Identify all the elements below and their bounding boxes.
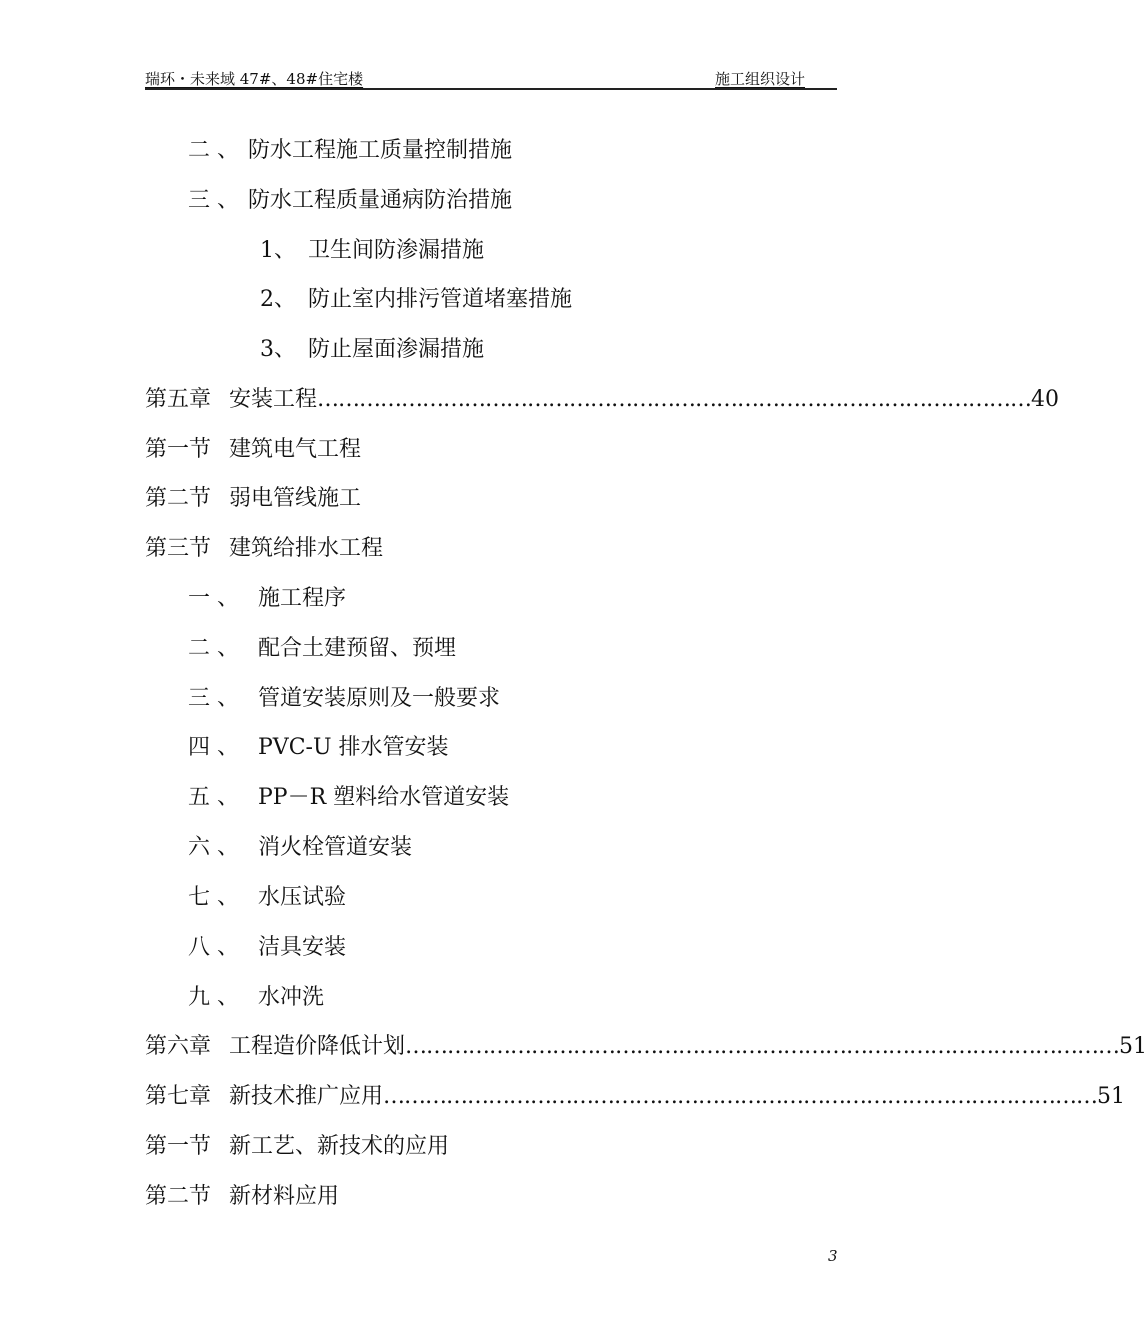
header-document-type: 施工组织设计: [715, 70, 806, 88]
toc-entry-title: 管道安装原则及一般要求: [258, 686, 501, 711]
page-number: 3: [828, 1247, 838, 1265]
toc-entry-title: 建筑给排水工程: [229, 536, 384, 561]
toc-entry: [188, 634, 456, 664]
toc-entry-number: 第二节: [145, 486, 212, 511]
toc-entry-title: 防止屋面渗漏措施: [308, 337, 485, 362]
toc-entry: [188, 883, 346, 913]
toc-entry-number: 一 、: [188, 586, 239, 611]
toc-entry-title: 新技术推广应用: [229, 1084, 384, 1109]
toc-entry-title: 配合土建预留、预埋: [258, 636, 457, 661]
toc-entry: [145, 1032, 1147, 1062]
toc-entry-number: 二 、: [188, 636, 239, 661]
toc-entry-title: 安装工程: [229, 387, 318, 412]
toc-entry-title: 卫生间防渗漏措施: [308, 238, 485, 263]
toc-entry-number: 第二节: [145, 1184, 212, 1209]
toc-entry: [188, 783, 509, 813]
toc-entry: [188, 684, 500, 714]
toc-entry: [188, 186, 512, 216]
toc-entry-title: 洁具安装: [258, 935, 347, 960]
toc-entry-number: 第七章: [145, 1084, 212, 1109]
toc-entry: [260, 335, 484, 365]
toc-entry-number: 第六章: [145, 1034, 212, 1059]
toc-entry-title: 工程造价降低计划: [229, 1034, 406, 1059]
toc-entry: [188, 833, 412, 863]
toc-entry-number: 九 、: [188, 985, 239, 1010]
toc-entry: [188, 733, 449, 763]
toc-entry-number: 三 、: [188, 686, 239, 711]
toc-entry: [145, 385, 1060, 415]
toc-page-number: 40: [1031, 387, 1060, 412]
toc-entry-title: 防水工程施工质量控制措施: [248, 138, 513, 163]
toc-entry-title: 防止室内排污管道堵塞措施: [308, 287, 573, 312]
toc-entry: [260, 236, 484, 266]
toc-entry-title: 新工艺、新技术的应用: [229, 1134, 450, 1159]
toc-entry-title: 消火栓管道安装: [258, 835, 413, 860]
header-project-title: 瑞环・未来域 47#、48#住宅楼: [145, 70, 364, 88]
toc-entry-number: 3、: [260, 337, 296, 362]
toc-entry-title: 弱电管线施工: [229, 486, 362, 511]
toc-leader-dots: …………………………………………………………………………………………: [383, 1084, 1098, 1109]
toc-entry-number: 七 、: [188, 885, 239, 910]
toc-entry-number: 六 、: [188, 835, 239, 860]
toc-entry-number: 第五章: [145, 387, 212, 412]
toc-entry-number: 五 、: [188, 785, 239, 810]
toc-entry-title: 水冲洗: [258, 985, 325, 1010]
toc-entry: [188, 584, 346, 614]
toc-entry: [145, 1082, 1126, 1112]
toc-entry-title: 施工程序: [258, 586, 347, 611]
toc-entry-number: 八 、: [188, 935, 239, 960]
toc-entry-number: 第三节: [145, 536, 212, 561]
toc-entry: [145, 534, 383, 564]
toc-entry-number: 1、: [260, 238, 296, 263]
toc-entry-number: 四 、: [188, 735, 239, 760]
toc-entry: [188, 933, 346, 963]
toc-entry: [145, 484, 361, 514]
toc-entry-number: 三 、: [188, 188, 239, 213]
toc-entry-title: 防水工程质量通病防治措施: [248, 188, 513, 213]
toc-entry-title: PP－R 塑料给水管道安装: [258, 785, 510, 810]
toc-entry: [188, 983, 324, 1013]
page-header: [145, 66, 837, 90]
toc-entry: [145, 1182, 339, 1212]
toc-page-number: 51: [1119, 1034, 1147, 1059]
toc-entry-title: PVC-U 排水管安装: [258, 735, 449, 760]
toc-entry-title: 新材料应用: [229, 1184, 340, 1209]
toc-entry-title: 水压试验: [258, 885, 347, 910]
toc-leader-dots: …………………………………………………………………………………………: [405, 1034, 1120, 1059]
toc-leader-dots: …………………………………………………………………………………………: [317, 387, 1032, 412]
toc-entry-number: 第一节: [145, 1134, 212, 1159]
toc-entry-number: 2、: [260, 287, 296, 312]
toc-entry-number: 第一节: [145, 437, 212, 462]
toc-entry: [260, 285, 572, 315]
toc-page-number: 51: [1097, 1084, 1126, 1109]
toc-entry: [145, 1132, 449, 1162]
toc-entry-title: 建筑电气工程: [229, 437, 362, 462]
toc-entry-number: 二 、: [188, 138, 239, 163]
toc-entry: [145, 435, 361, 465]
toc-entry: [188, 136, 512, 166]
